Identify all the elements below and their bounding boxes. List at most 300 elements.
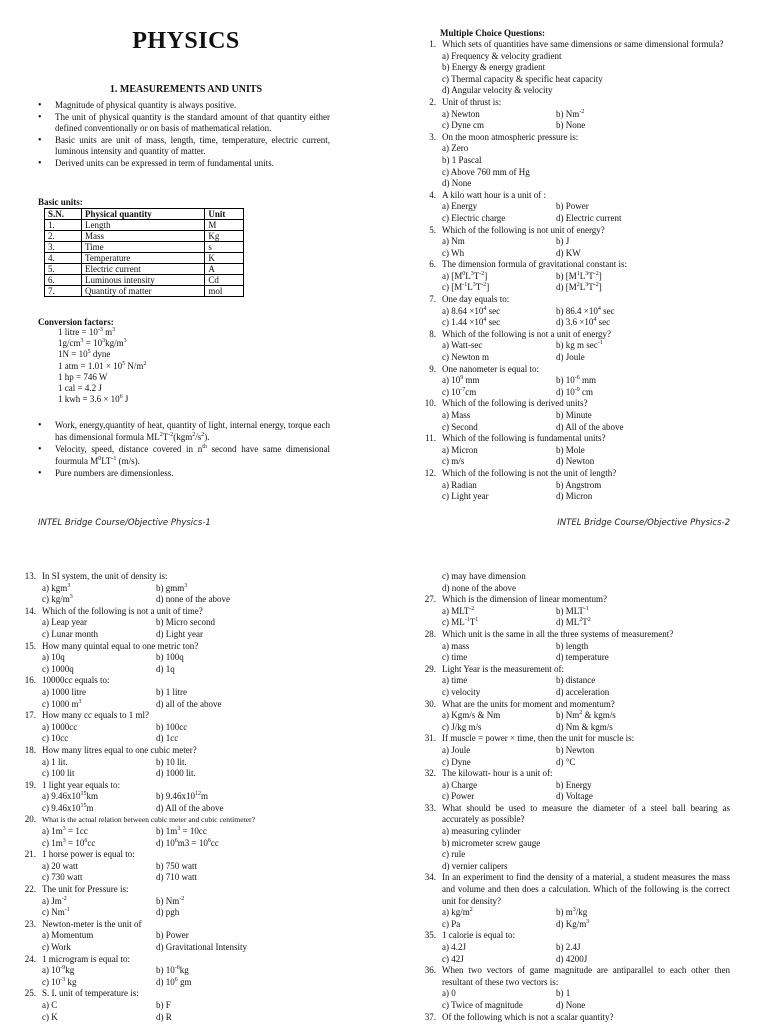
question-number: 3. xyxy=(429,131,436,142)
question-text: Which of the following is fundamental units? xyxy=(442,433,606,444)
basic-units-label: Basic units: xyxy=(38,197,83,207)
question-number: 1. xyxy=(429,39,436,49)
option: b) $MLT^{-1}$ xyxy=(556,605,589,616)
options xyxy=(42,757,330,780)
option: c) Newton m xyxy=(442,352,489,363)
option: d) None xyxy=(556,999,586,1010)
option: c) $10^{-7}cm$ xyxy=(442,386,477,397)
option: d) Angular velocity & velocity xyxy=(442,85,553,96)
table-cell: 4. xyxy=(45,253,82,264)
option: a) 1000 litre xyxy=(42,686,86,697)
option: b) Nm$^2$ & kgm/s xyxy=(556,710,616,721)
conversion-item: $1N = 10^5$ dyne xyxy=(58,349,111,360)
option: b) $9.46x10^{12}m$ xyxy=(156,791,209,802)
table-cell: Cd xyxy=(205,275,244,286)
bullet-item: • Velocity, speed, distance covered in $n^{th}$ second have same dimensional fourmula $M^0LT^{-1}$ (m/s). xyxy=(38,444,330,467)
option: c) Twice of magnitude xyxy=(442,999,523,1010)
option: b) J xyxy=(556,236,570,247)
option: d) KW xyxy=(556,247,581,258)
options xyxy=(42,791,330,814)
conversion-item: $1g/cm^3 = 10^3kg/m^3$ xyxy=(58,338,127,349)
option: a) C xyxy=(42,999,58,1010)
option: a) 1000cc xyxy=(42,721,78,732)
question-number: 2. xyxy=(429,96,436,107)
option: b) $86.4 \times 10^4$ sec xyxy=(556,305,615,316)
option: d) $10^{-9}$ cm xyxy=(556,386,593,397)
option: a) Kgm/s & Nm xyxy=(442,710,501,721)
question-text: Which unit is the same in all the three systems of measurement? xyxy=(442,628,674,639)
page-title: PHYSICS xyxy=(132,28,240,54)
option: b) Power xyxy=(156,930,189,941)
option: a) 10q xyxy=(42,652,65,663)
options xyxy=(42,652,330,675)
mcq-list-page2-right xyxy=(414,571,730,1023)
option: a) $1m^3 = 1cc$ xyxy=(42,826,88,837)
question xyxy=(14,745,330,780)
question-text: Which sets of quantities have same dimensions or same dimensional formula? xyxy=(442,39,724,49)
option: c) $1m^3 = 10^6cc$ xyxy=(42,837,96,848)
option: a) 0 xyxy=(442,988,456,999)
option: a) $Jm^{-2}$ xyxy=(42,895,67,906)
option: d) $[M^2L^3T^{-2}]$ xyxy=(556,282,602,293)
option: b) $Nm^{-2}$ xyxy=(156,895,185,906)
question xyxy=(414,629,730,664)
question-text: S. I. unit of temperature is: xyxy=(42,988,139,999)
options xyxy=(442,445,730,468)
option: d) 710 watt xyxy=(156,872,197,883)
option: a) $10^{-9}kg$ xyxy=(42,965,75,976)
option: a) Charge xyxy=(442,779,478,790)
options xyxy=(442,340,730,363)
option: c) Dyne cm xyxy=(442,120,484,131)
option: d) $ML^2T^2$ xyxy=(556,617,591,628)
conversion-label: Conversion factors: xyxy=(38,317,114,327)
option: d) $Kg/m^3$ xyxy=(556,918,590,929)
question-number: 23. xyxy=(24,918,36,929)
question xyxy=(414,965,730,1011)
question-number: 12. xyxy=(424,467,436,478)
options xyxy=(42,687,330,710)
question-text: Unit of thrust is: xyxy=(442,96,502,107)
option: a) Frequency & velocity gradient xyxy=(442,50,562,61)
question-number: 15. xyxy=(24,640,36,651)
option: c) $1.44 \times 10^4$ sec xyxy=(442,317,501,328)
options xyxy=(442,51,730,97)
question-number: 14. xyxy=(24,605,36,616)
question-text: How many quintal equal to one metric ton? xyxy=(42,640,199,651)
table-row xyxy=(45,242,244,253)
option: a) time xyxy=(442,675,468,686)
conversion-item: 1 atm = $1.01 \times 10^5$ $N/m^2$ xyxy=(58,360,147,371)
conversion-item: 1 hp = 746 W xyxy=(58,371,108,382)
question-number: 25. xyxy=(24,988,36,999)
question-number: 35. xyxy=(424,930,436,941)
question xyxy=(414,132,730,190)
question xyxy=(414,930,730,965)
basic-units-table xyxy=(44,208,244,297)
option: a) mass xyxy=(442,640,470,651)
question-text: The unit for Pressure is: xyxy=(42,884,129,895)
question xyxy=(14,954,330,989)
question xyxy=(414,225,730,260)
option: b) $10^{-6}kg$ xyxy=(156,965,189,976)
question xyxy=(14,710,330,745)
option: c) $kg/m^3$ xyxy=(42,594,73,605)
conversion-item: 1 litre = $10^{-3}$ $m^3$ xyxy=(58,327,116,337)
option: c) Lunar month xyxy=(42,628,98,639)
option: c) 1000 $m^3$ xyxy=(42,698,82,709)
question-text: Of the following which is not a scalar quantity? xyxy=(442,1011,614,1022)
option: c) Dyne xyxy=(442,756,471,767)
question-number: 19. xyxy=(24,779,36,790)
option: d) all of the above xyxy=(156,698,222,709)
options xyxy=(442,410,730,433)
question-text: Which of the following is not a unit of time? xyxy=(42,605,203,616)
question-number: 20. xyxy=(24,814,36,825)
bullet-item: • The unit of physical quantity is the standard amount of that quantity either defined conventionally or on basis of mathematical relation. xyxy=(38,112,330,135)
option: d) acceleration xyxy=(556,686,610,697)
question xyxy=(414,1012,730,1024)
option: d) Light year xyxy=(156,628,203,639)
question xyxy=(414,190,730,225)
question-number: 7. xyxy=(429,294,436,305)
option: b) 100cc xyxy=(156,721,188,732)
conversion-item: 1 kwh = $3.6 \times 10^6$ J xyxy=(58,394,129,405)
conversion-item: 1 cal = 4.2 J xyxy=(58,382,102,393)
question-text: Which of the following is not a unit of energy? xyxy=(442,328,612,339)
table-cell: 3. xyxy=(45,242,82,253)
option: b) 10 lit. xyxy=(156,756,187,767)
option: a) Nm xyxy=(442,236,465,247)
question xyxy=(414,872,730,930)
question xyxy=(414,699,730,734)
question-text: Light Year is the measurement of: xyxy=(442,663,564,674)
table-header: S.N. xyxy=(45,209,82,220)
question-number: 21. xyxy=(24,849,36,860)
option: a) Micron xyxy=(442,444,478,455)
conversion-list xyxy=(58,327,146,405)
option: b) None xyxy=(556,120,586,131)
options xyxy=(442,675,730,698)
option: a) Mass xyxy=(442,410,471,420)
option: b) distance xyxy=(556,675,596,686)
option: b) gmm$^3$ xyxy=(156,582,188,593)
question xyxy=(414,364,730,399)
option: b) micrometer screw gauge xyxy=(442,837,541,848)
options xyxy=(442,375,730,398)
option: d) 1000 lit. xyxy=(156,768,196,779)
option: b) F xyxy=(156,999,171,1010)
option: b) Energy xyxy=(556,779,592,790)
option: d) 4200J xyxy=(556,953,588,964)
option: b) 100q xyxy=(156,652,184,663)
option: b) $1m^3 = 10cc$ xyxy=(156,826,207,837)
question-text: How many cc equals to 1 ml? xyxy=(42,710,149,721)
options xyxy=(42,1000,330,1023)
option: c) Power xyxy=(442,791,475,802)
option: b) 1 Pascal xyxy=(442,154,482,165)
option: b) 750 watt xyxy=(156,860,197,871)
options xyxy=(442,271,730,294)
option: a) Zero xyxy=(442,143,469,154)
options xyxy=(442,109,730,132)
question-number: 33. xyxy=(424,802,436,813)
options xyxy=(442,201,730,224)
table-header: Physical quantity xyxy=(82,209,205,220)
options xyxy=(442,780,730,803)
question-number: 11. xyxy=(425,433,436,444)
option: d) Nm & kgm/s xyxy=(556,721,613,732)
question xyxy=(414,571,730,594)
options xyxy=(42,583,330,606)
option: c) Light year xyxy=(442,491,489,502)
option: b) Mole xyxy=(556,444,585,455)
option: c) $ML^{-1}T^1$ xyxy=(442,617,479,628)
option: d) Electric current xyxy=(556,212,622,223)
option: a) Momentum xyxy=(42,930,94,941)
option: a) 4.2J xyxy=(442,942,466,952)
option: a) Watt-sec xyxy=(442,340,483,351)
options xyxy=(442,236,730,259)
question-number: 5. xyxy=(429,224,436,235)
question xyxy=(14,884,330,919)
question xyxy=(14,675,330,710)
table-cell: A xyxy=(205,264,244,275)
question-text: Which of the following is derived units? xyxy=(442,398,588,409)
question xyxy=(14,814,330,849)
options xyxy=(42,722,330,745)
question-number: 4. xyxy=(429,189,436,200)
question-text: The kilowatt- hour is a unit of: xyxy=(442,768,553,779)
options xyxy=(42,617,330,640)
options xyxy=(442,942,730,965)
option: c) 1000q xyxy=(42,663,74,674)
options xyxy=(442,710,730,733)
question xyxy=(14,988,330,1023)
table-cell: 6. xyxy=(45,275,82,286)
table-cell: Luminous intensity xyxy=(82,275,205,286)
table-row xyxy=(45,231,244,242)
option: d) $10^6m3 = 10^6cc$ xyxy=(156,837,219,848)
question xyxy=(14,606,330,641)
option: a) $[M^0L^3T^{-2}]$ xyxy=(442,270,488,281)
option: c) K xyxy=(42,1011,58,1022)
question-text: What is the actual relation between cubic meter and cubic centimeter? xyxy=(42,815,255,825)
question xyxy=(414,97,730,132)
question-number: 29. xyxy=(424,663,436,674)
option: d) Voltage xyxy=(556,791,593,802)
question xyxy=(414,39,730,97)
option: c) may have dimension xyxy=(442,571,526,581)
option: d) °C xyxy=(556,756,576,767)
footer-right: INTEL Bridge Course/Objective Physics-2 xyxy=(557,518,730,528)
option: c) Second xyxy=(442,421,478,432)
question-number: 24. xyxy=(24,953,36,964)
question-number: 10. xyxy=(424,398,436,409)
option: b) Power xyxy=(556,201,589,212)
question-number: 13. xyxy=(24,571,36,581)
question-text: In an experiment to find the density of a material, a student measures the mass and volume and then does a calculation. Which of the following is the correct unit for density? xyxy=(442,872,730,906)
option: c) rule xyxy=(442,849,466,860)
option: a) $MLT^{-2}$ xyxy=(442,605,475,616)
question-text: Newton-meter is the unit of xyxy=(42,918,142,929)
table-cell: Electric current xyxy=(82,264,205,275)
option: b) length xyxy=(556,640,589,651)
option: b) Micro second xyxy=(156,617,215,628)
question-number: 6. xyxy=(429,259,436,270)
bullet-item: • Magnitude of physical quantity is always positive. xyxy=(38,100,330,112)
table-cell: Quantity of matter xyxy=(82,286,205,297)
option: c) Electric charge xyxy=(442,212,506,223)
option: c) 42J xyxy=(442,953,464,964)
footer-left: INTEL Bridge Course/Objective Physics-1 xyxy=(38,518,211,528)
option: c) $10^{-3}$ kg xyxy=(42,976,77,987)
option: a) Energy xyxy=(442,201,478,212)
option: a) $8.64 \times 10^4$ sec xyxy=(442,305,501,316)
option: d) All of the above xyxy=(156,802,224,813)
options xyxy=(442,606,730,629)
table-header: Unit xyxy=(205,209,244,220)
question xyxy=(414,294,730,329)
table-cell: 2. xyxy=(45,231,82,242)
question xyxy=(414,259,730,294)
table-cell: M xyxy=(205,220,244,231)
question-text: When two vectors of game magnitude are antiparallel to each other then resultant of these two vectors is: xyxy=(442,965,730,987)
question-text: 1 light year equals to: xyxy=(42,779,120,790)
option: c) $9.46x10^{15}m$ xyxy=(42,802,94,813)
section-heading: 1. MEASUREMENTS AND UNITS xyxy=(109,84,263,95)
options xyxy=(42,826,330,849)
question xyxy=(14,849,330,884)
question xyxy=(414,733,730,768)
table-cell: K xyxy=(205,253,244,264)
question-text: Which of the following is not the unit of length? xyxy=(442,467,617,478)
option: d) Gravitational Intensity xyxy=(156,942,247,952)
table-cell: Kg xyxy=(205,231,244,242)
table-cell: Mass xyxy=(82,231,205,242)
option: c) Wh xyxy=(442,247,465,258)
question xyxy=(414,594,730,629)
dimension-bullets xyxy=(38,420,330,481)
question-number: 34. xyxy=(424,872,436,883)
option: d) pgh xyxy=(156,907,180,918)
question-text: 1 horse power is equal to: xyxy=(42,849,135,860)
option: d) 1cc xyxy=(156,733,179,744)
option: d) None xyxy=(442,178,472,189)
option: a) Joule xyxy=(442,744,471,755)
option: c) Work xyxy=(42,942,71,952)
mcq-list-page1 xyxy=(414,39,730,503)
intro-bullets xyxy=(38,100,330,170)
option: b) $10^{-6}$ mm xyxy=(556,375,597,386)
option: c) time xyxy=(442,652,468,663)
question-text: 1 microgram is equal to: xyxy=(42,953,130,964)
bullet-item: • Basic units are unit of mass, length, time, temperature, electric current, luminous intensity and quantity of matter. xyxy=(38,135,330,158)
option: d) Joule xyxy=(556,352,585,363)
option: d) Newton xyxy=(556,456,595,467)
question-number: 17. xyxy=(24,710,36,721)
option: a) Newton xyxy=(442,108,480,119)
question-number: 27. xyxy=(424,594,436,605)
option: a) $9.46x10^{15}km$ xyxy=(42,791,99,802)
options xyxy=(42,930,330,953)
option: c) Thermal capacity & specific heat capacity xyxy=(442,73,603,84)
option: a) measuring cylinder xyxy=(442,826,521,837)
option: c) 730 watt xyxy=(42,872,83,883)
question-text: What should be used to measure the diameter of a steel ball bearing as accurately as possible? xyxy=(442,802,730,825)
question-number: 28. xyxy=(424,628,436,639)
option: b) Energy & energy gradient xyxy=(442,62,546,73)
options xyxy=(42,965,330,988)
table-row xyxy=(45,253,244,264)
options xyxy=(442,306,730,329)
question xyxy=(414,768,730,803)
option: d) $10^6$ gm xyxy=(156,976,192,987)
option: a) 20 watt xyxy=(42,860,78,871)
question xyxy=(14,641,330,676)
option: d) R xyxy=(156,1011,172,1022)
bullet-item: • Work, energy,quantity of heat, quantity of light, internal energy, torque each has dimensional formula $ML^2T^{-2}(kgm^2/s^2)$. xyxy=(38,420,330,443)
option: d) none of the above xyxy=(156,594,230,605)
options xyxy=(442,641,730,664)
options xyxy=(442,907,730,930)
options xyxy=(442,480,730,503)
option: c) $Nm^{-1}$ xyxy=(42,907,70,918)
question-number: 37. xyxy=(424,1011,436,1022)
option: c) Above 760 mm of Hg xyxy=(442,166,530,177)
question-number: 32. xyxy=(424,768,436,779)
question-number: 9. xyxy=(429,363,436,374)
option: a) Radian xyxy=(442,479,477,490)
option: b) $m^3/kg$ xyxy=(556,907,588,918)
option: d) 1q xyxy=(156,663,175,674)
question-text: One day equals to: xyxy=(442,294,510,305)
bullet-item: • Pure numbers are dimensionless. xyxy=(38,468,330,480)
table-cell: Length xyxy=(82,220,205,231)
question-text: In SI system, the unit of density is: xyxy=(42,571,168,581)
table-row xyxy=(45,275,244,286)
question-number: 31. xyxy=(424,733,436,744)
option: c) 10cc xyxy=(42,733,69,744)
question xyxy=(14,780,330,815)
table-cell: 5. xyxy=(45,264,82,275)
options xyxy=(42,861,330,884)
option: d) All of the above xyxy=(556,421,624,432)
option: d) Micron xyxy=(556,491,593,502)
question-number: 22. xyxy=(24,884,36,895)
option: d) vernier calipers xyxy=(442,860,508,871)
option: c) Pa xyxy=(442,918,461,929)
option: a) kgm$^3$ xyxy=(42,582,71,593)
option: a) $10^9$ mm xyxy=(442,375,480,386)
question-text: Which of the following is not unit of energy? xyxy=(442,224,605,235)
question-text: The dimension formula of gravitational constant is: xyxy=(442,259,627,270)
question-text: 10000cc equals to: xyxy=(42,675,110,686)
option: a) $kg/m^2$ xyxy=(442,907,473,918)
options xyxy=(42,896,330,919)
question-number: 36. xyxy=(424,965,436,976)
question xyxy=(414,398,730,433)
question-number: 18. xyxy=(24,744,36,755)
question xyxy=(414,329,730,364)
option: b) 1 xyxy=(556,988,571,999)
option: b) 1 litre xyxy=(156,686,187,697)
option: d) $3.6 \times 10^4$ sec xyxy=(556,317,611,328)
table-cell: s xyxy=(205,242,244,253)
mcq-list-page2-left xyxy=(14,571,330,1023)
options xyxy=(442,143,730,189)
question-number: 8. xyxy=(429,328,436,339)
